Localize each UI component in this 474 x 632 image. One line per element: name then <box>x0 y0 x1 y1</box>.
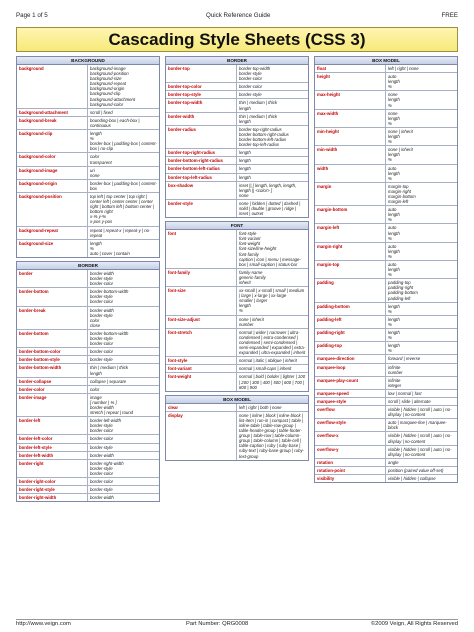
table-row <box>315 398 457 406</box>
property-name: overflow-y <box>315 446 386 458</box>
table-row <box>315 467 457 475</box>
property-name: margin <box>315 183 386 205</box>
table-row <box>17 180 159 193</box>
table-row <box>166 412 308 460</box>
copyright: ©2009 Veign, All Rights Reserved <box>370 621 458 627</box>
table-row <box>315 355 457 363</box>
table-row <box>17 153 159 166</box>
property-name: display <box>166 412 237 460</box>
property-values: length <box>239 150 251 156</box>
property-values: low | normal | fast <box>388 390 422 396</box>
table-row <box>315 459 457 467</box>
property-values: none | inherit length % <box>388 128 413 145</box>
table-row <box>315 406 457 419</box>
table-row <box>315 206 457 224</box>
table-row <box>315 224 457 242</box>
property-name: border-left-color <box>17 435 88 442</box>
table-row <box>315 432 457 445</box>
property-values: left | right | none <box>388 66 419 71</box>
property-values: border-width <box>90 452 114 458</box>
table-row <box>166 316 308 329</box>
table-row <box>315 91 457 109</box>
property-values: border-style <box>90 487 113 493</box>
property-name: min-height <box>315 128 386 145</box>
property-values: position (paired value off-set) <box>388 467 444 473</box>
property-name: border-bottom-right-radius <box>166 157 237 164</box>
table-row <box>17 364 159 377</box>
property-values: visible | hidden | collapse <box>388 476 436 481</box>
property-values: xx-small | x-small | small | medium | large | x-large | xx-large smaller | larger length % <box>239 288 305 314</box>
property-name: border-top <box>166 65 237 82</box>
property-values: left | right | both | none <box>239 404 282 410</box>
property-name: marquee-style <box>315 398 386 405</box>
property-values: scroll | slide | alternate <box>388 398 431 404</box>
property-values: inset || [ length, length, length, length || <color> ] none <box>239 182 297 198</box>
property-values: visible | hidden | scroll | auto | no-display | no-content <box>388 407 452 418</box>
part-number: Part Number: QRG0008 <box>186 621 249 627</box>
table-row <box>315 73 457 91</box>
section-box-model <box>165 395 309 461</box>
property-values: color <box>90 386 100 392</box>
section-border <box>16 261 160 502</box>
property-values: length % <box>388 316 400 327</box>
property-values: none length % <box>388 110 400 126</box>
property-name: font-weight <box>166 373 237 390</box>
table-row <box>17 460 159 478</box>
property-name: margin-bottom <box>315 206 386 223</box>
page-number: Page 1 of 5 <box>16 12 48 19</box>
table-row <box>315 183 457 206</box>
table-row <box>166 126 308 149</box>
property-values: forward | reverse <box>388 356 421 362</box>
property-values: image [ number | % ] border-width stretch | repeat | round <box>90 394 134 416</box>
table-row <box>315 377 457 390</box>
property-name: border-image <box>17 394 88 416</box>
property-values: auto length % <box>388 262 400 278</box>
property-values: length % <box>388 303 400 314</box>
section-font <box>165 221 309 392</box>
property-values: none | inherit number <box>239 316 264 327</box>
property-name: border-top-left-radius <box>166 174 237 181</box>
property-values: background-image background-position background-size background-repeat background-origin background-clip background-attachment background-color <box>90 66 136 107</box>
table-row <box>17 270 159 288</box>
table-row <box>166 329 308 357</box>
property-values: border-color <box>90 349 114 355</box>
property-name: font <box>166 230 237 268</box>
property-values: border-top-right-radius border-bottom-right-radius border-bottom-left-radius border-top-left-radius <box>239 126 289 148</box>
table-row <box>315 316 457 329</box>
property-name: border-top-right-radius <box>166 149 237 156</box>
property-name: font-size-adjust <box>166 316 237 328</box>
property-values: none | inherit length % <box>388 147 413 163</box>
property-values: visible | hidden | scroll | auto | no-display | no-content <box>388 433 452 444</box>
table-row <box>17 444 159 452</box>
table-row <box>166 65 308 83</box>
table-row <box>315 475 457 482</box>
page-title: Cascading Style Sheets (CSS 3) <box>16 27 458 52</box>
property-values: border-width border-style color close <box>90 307 114 328</box>
property-values: infinite number <box>388 364 403 375</box>
section-background <box>16 56 160 258</box>
property-values: auto | marquee-line | marquee-block <box>388 420 447 431</box>
table-row <box>315 419 457 432</box>
property-values: border-left-width border-style border-color <box>90 418 121 434</box>
property-values: border-color <box>90 436 114 442</box>
property-values: none | hidden | dotted | dashed | solid | double | groove | ridge | inset | outset <box>239 200 301 217</box>
property-name: font-family <box>166 269 237 286</box>
property-values: border-style <box>239 92 262 98</box>
property-name: border-color <box>17 386 88 393</box>
property-name: marquee-speed <box>315 390 386 397</box>
property-values: none | inline | block | inline-block | list-item | run-in | compact | table | inline-table | table-row-group | table-header-group | table-footer-group | table-row | table-column-group | table-column | table-cell | table-caption | ruby | ruby-base | ruby-text | ruby-base-group | ruby-text-group <box>239 412 305 459</box>
table-row <box>17 494 159 501</box>
property-name: visibility <box>315 475 386 482</box>
section-heading: BOX MODEL <box>315 57 457 65</box>
table-row <box>315 165 457 183</box>
property-values: repeat | repeat-x | repeat-y | no-repeat <box>90 227 151 238</box>
property-values: auto length % <box>388 207 400 223</box>
property-name: background-clip <box>17 130 88 152</box>
property-values: auto length % <box>388 165 400 181</box>
property-values: color transparent <box>90 154 112 165</box>
property-values: normal | italic | oblique | inherit <box>239 358 297 364</box>
table-row <box>166 269 308 287</box>
table-row <box>166 287 308 315</box>
property-name: border-top-color <box>166 83 237 90</box>
property-values: border-style <box>90 444 113 450</box>
table-row <box>17 193 159 227</box>
property-values: border-right-width border-style border-color <box>90 460 124 476</box>
table-row <box>166 99 308 112</box>
property-name: overflow-x <box>315 432 386 444</box>
property-name: rotation <box>315 459 386 466</box>
property-name: background-size <box>17 240 88 257</box>
property-values: length % <box>388 343 400 354</box>
property-name: border <box>17 270 88 287</box>
property-values: scroll | fixed <box>90 109 113 115</box>
property-values: infinite integer <box>388 377 402 388</box>
free-label: FREE <box>441 12 458 19</box>
property-values: border-bottom-width border-style border-color <box>90 330 129 347</box>
property-values: border-style <box>90 357 113 363</box>
property-name: max-height <box>315 91 386 108</box>
table-row <box>315 243 457 261</box>
property-values: auto length % <box>388 243 400 259</box>
property-name: border-bottom-width <box>17 364 88 376</box>
top-bar <box>16 12 458 22</box>
property-values: normal | bold | bolder | lighter | 100 | 200 | 300 | 400 | 500 | 600 | 700 | 800 | 900 <box>239 374 306 390</box>
property-values: none length % <box>388 92 400 108</box>
section-heading: FONT <box>166 222 308 230</box>
property-name: border-style <box>166 200 237 217</box>
property-name: padding-left <box>315 316 386 328</box>
table-row <box>166 404 308 412</box>
table-row <box>17 356 159 364</box>
table-row <box>315 446 457 459</box>
property-name: background <box>17 65 88 108</box>
property-values: angle <box>388 459 399 465</box>
property-name: box-shadow <box>166 182 237 199</box>
property-name: height <box>315 73 386 90</box>
property-name: background-repeat <box>17 227 88 239</box>
footer-url[interactable]: http://www.veign.com <box>16 621 71 627</box>
property-name: padding-bottom <box>315 303 386 315</box>
property-name: border-bottom-color <box>17 348 88 355</box>
property-values: length % <box>388 330 400 341</box>
table-row <box>17 330 159 348</box>
property-values: length <box>239 174 251 180</box>
property-name: marquee-play-count <box>315 377 386 389</box>
property-values: bounding-box | each-box | continuous <box>90 117 140 128</box>
property-name: background-image <box>17 167 88 179</box>
table-row <box>17 478 159 486</box>
table-row <box>315 329 457 342</box>
property-name: border-right <box>17 460 88 477</box>
property-name: padding-right <box>315 329 386 341</box>
table-row <box>166 149 308 157</box>
property-values: border-color <box>90 479 114 484</box>
table-row <box>166 113 308 126</box>
property-values: thin | medium | thick length <box>90 365 129 376</box>
property-values: border-width <box>90 495 114 501</box>
table-row <box>315 279 457 302</box>
table-row <box>315 261 457 279</box>
table-row <box>315 110 457 128</box>
table-row <box>17 394 159 417</box>
property-values: thin | medium | thick length <box>239 113 278 124</box>
table-row <box>17 240 159 257</box>
property-name: overflow-style <box>315 419 386 431</box>
property-name: border-top-width <box>166 99 237 111</box>
property-name: border-break <box>17 307 88 329</box>
property-name: clear <box>166 404 237 411</box>
table-row <box>166 83 308 91</box>
property-name: width <box>315 165 386 182</box>
property-name: margin-top <box>315 261 386 278</box>
property-values: border-width border-style border-color <box>90 271 114 287</box>
table-row <box>166 365 308 373</box>
table-row <box>17 435 159 443</box>
property-name: background-position <box>17 193 88 226</box>
table-row <box>315 342 457 355</box>
table-row <box>17 348 159 356</box>
footer <box>16 619 458 628</box>
property-values: length <box>239 166 251 172</box>
property-name: font-style <box>166 357 237 364</box>
table-row <box>17 417 159 435</box>
property-values: visible | hidden | scroll | auto | no-display | no-content <box>388 446 452 457</box>
table-row <box>166 373 308 390</box>
property-values: length % auto | cover | contain <box>90 240 130 256</box>
property-name: border-left-width <box>17 452 88 459</box>
property-values: border-top-width border-style border-color <box>239 66 271 82</box>
property-values: auto length % <box>388 225 400 241</box>
table-row <box>17 378 159 386</box>
property-values: family-name generic-family inherit <box>239 269 266 285</box>
table-row <box>315 65 457 73</box>
property-name: border-bottom-left-radius <box>166 165 237 172</box>
property-name: max-width <box>315 110 386 127</box>
property-values: normal | small-caps | inherit <box>239 366 292 372</box>
property-values: border-box | padding-box | content-box <box>90 180 157 191</box>
property-name: border-bottom <box>17 288 88 305</box>
guide-label: Quick Reference Guide <box>206 12 271 19</box>
table-row <box>166 157 308 165</box>
property-name: background-origin <box>17 180 88 192</box>
property-values: margin-top margin-right margin-bottom margin-left <box>388 183 416 205</box>
property-name: border-radius <box>166 126 237 148</box>
section-box-model <box>314 56 458 483</box>
table-row <box>17 386 159 394</box>
property-name: border-bottom <box>17 330 88 347</box>
property-name: border-right-color <box>17 478 88 485</box>
table-row <box>315 390 457 398</box>
property-name: border-width <box>166 113 237 125</box>
table-row <box>17 109 159 117</box>
property-name: margin-left <box>315 224 386 241</box>
table-row <box>17 307 159 330</box>
table-row <box>17 288 159 306</box>
column-1 <box>16 56 160 505</box>
table-row <box>17 130 159 153</box>
property-values: top left | top center | top right | center left | center center | center right | bottom left | bottom center | bottom right x-% y-% x-pos y-pos <box>90 193 155 225</box>
property-name: float <box>315 65 386 72</box>
property-values: normal | wider | narrower | ultra-condensed | extra-condensed | condensed | semi-condensed | semi-expanded | expanded | extra-expanded | ultra-expanded | inherit <box>239 329 306 356</box>
property-values: collapse | separate <box>90 378 126 384</box>
property-name: padding <box>315 279 386 301</box>
column-2 <box>165 56 309 464</box>
property-name: overflow <box>315 406 386 418</box>
table-row <box>315 364 457 377</box>
property-name: font-size <box>166 287 237 314</box>
property-name: border-bottom-style <box>17 356 88 363</box>
property-name: marquee-loop <box>315 364 386 376</box>
property-name: border-collapse <box>17 378 88 385</box>
property-values: length % border-box | padding-box | content-box | no-clip <box>90 131 157 152</box>
property-name: marquee-direction <box>315 355 386 362</box>
property-values: length <box>239 158 251 164</box>
property-name: font-stretch <box>166 329 237 356</box>
property-name: border-left <box>17 417 88 434</box>
property-values: uri none <box>90 167 100 178</box>
property-name: border-left-style <box>17 444 88 451</box>
table-row <box>17 117 159 130</box>
table-row <box>166 182 308 200</box>
table-row <box>166 91 308 99</box>
section-heading: BORDER <box>166 57 308 65</box>
table-row <box>17 452 159 460</box>
property-name: border-right-width <box>17 494 88 501</box>
property-name: background-attachment <box>17 109 88 116</box>
property-values: thin | medium | thick length <box>239 100 278 111</box>
table-row <box>17 227 159 240</box>
table-row <box>166 174 308 182</box>
property-name: border-top-style <box>166 91 237 98</box>
property-name: border-right-style <box>17 486 88 493</box>
table-row <box>166 230 308 269</box>
property-values: font-style font-variant font-weight font-size/line-height font-family caption | icon | menu | message-box | small-caption | status-bar <box>239 231 301 267</box>
table-row <box>17 167 159 180</box>
table-row <box>166 200 308 217</box>
property-name: background-color <box>17 153 88 165</box>
property-values: padding-top padding-right padding-bottom padding-left <box>388 280 418 301</box>
property-values: auto length % <box>388 74 400 90</box>
property-name: background-break <box>17 117 88 129</box>
property-name: padding-top <box>315 342 386 354</box>
property-name: min-width <box>315 146 386 163</box>
section-heading: BOX MODEL <box>166 396 308 404</box>
table-row <box>17 486 159 494</box>
table-row <box>17 65 159 109</box>
table-row <box>315 128 457 146</box>
property-values: border-color <box>239 84 263 90</box>
property-name: margin-right <box>315 243 386 260</box>
column-3 <box>314 56 458 486</box>
property-name: rotation-point <box>315 467 386 474</box>
table-row <box>166 165 308 173</box>
property-values: border-bottom-width border-style border-color <box>90 289 129 305</box>
section-heading: BACKGROUND <box>17 57 159 65</box>
section-border <box>165 56 309 218</box>
section-heading: BORDER <box>17 262 159 270</box>
table-row <box>166 357 308 365</box>
property-name: font-variant <box>166 365 237 372</box>
table-row <box>315 146 457 164</box>
table-row <box>315 303 457 316</box>
